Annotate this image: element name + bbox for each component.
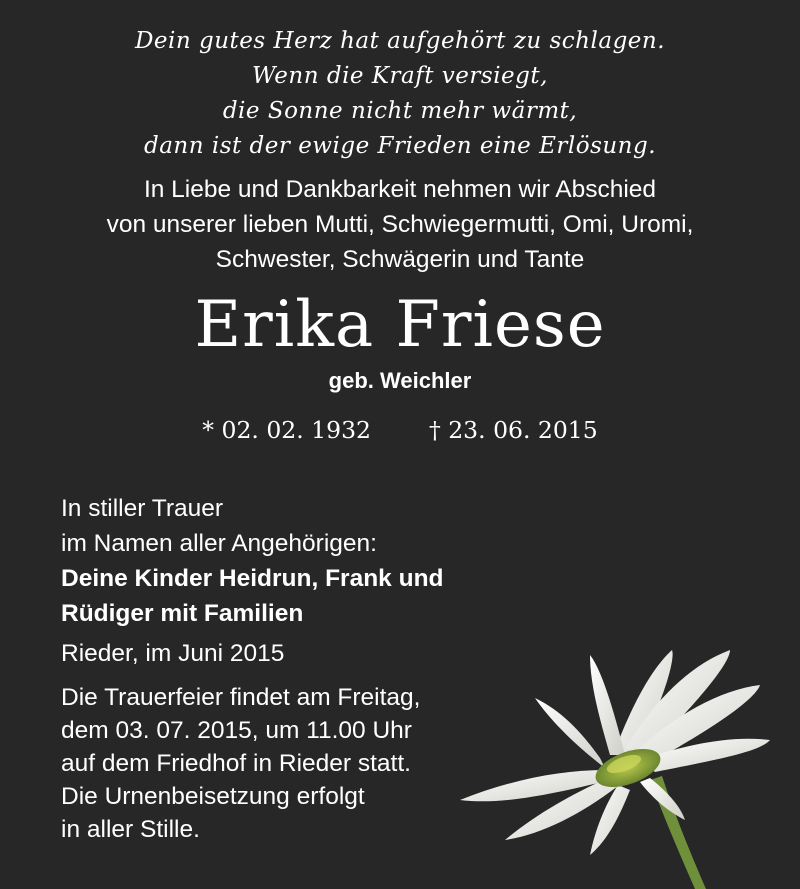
intro-line: Schwester, Schwägerin und Tante — [215, 246, 585, 273]
life-dates — [0, 412, 800, 448]
intro-line: In Liebe und Dankbarkeit nehmen wir Abschied — [143, 176, 657, 203]
poem-line: die Sonne nicht mehr wärmt, — [222, 98, 578, 124]
intro-line: von unserer lieben Mutti, Schwiegermutti, Omi, Uromi, — [106, 211, 694, 238]
funeral-line: Die Trauerfeier findet am Freitag, — [61, 684, 421, 711]
family-names-line: Rüdiger mit Familien — [61, 600, 304, 627]
mourning-line: im Namen aller Angehörigen: — [61, 530, 377, 557]
daisy-flower-icon — [440, 630, 800, 889]
place-date: Rieder, im Juni 2015 — [61, 640, 285, 667]
mourning-line: In stiller Trauer — [61, 495, 224, 522]
deceased-name: Erika Friese — [194, 288, 606, 362]
mourners-block — [61, 491, 444, 631]
family-names-line: Deine Kinder Heidrun, Frank und — [61, 565, 444, 592]
farewell-intro — [0, 172, 800, 277]
birth-date: * 02. 02. 1932 — [202, 416, 371, 444]
poem-line: dann ist der ewige Frieden eine Erlösung. — [143, 133, 657, 159]
death-date: † 23. 06. 2015 — [429, 416, 598, 444]
poem-verse — [0, 24, 800, 164]
funeral-line: Die Urnenbeisetzung erfolgt — [61, 783, 365, 810]
funeral-line: dem 03. 07. 2015, um 11.00 Uhr — [61, 717, 412, 744]
funeral-line: auf dem Friedhof in Rieder statt. — [61, 750, 411, 777]
maiden-name: geb. Weichler — [328, 368, 472, 393]
poem-line: Wenn die Kraft versiegt, — [252, 63, 548, 89]
funeral-line: in aller Stille. — [61, 816, 200, 843]
funeral-info — [61, 681, 421, 846]
poem-line: Dein gutes Herz hat aufgehört zu schlagen. — [134, 28, 666, 54]
